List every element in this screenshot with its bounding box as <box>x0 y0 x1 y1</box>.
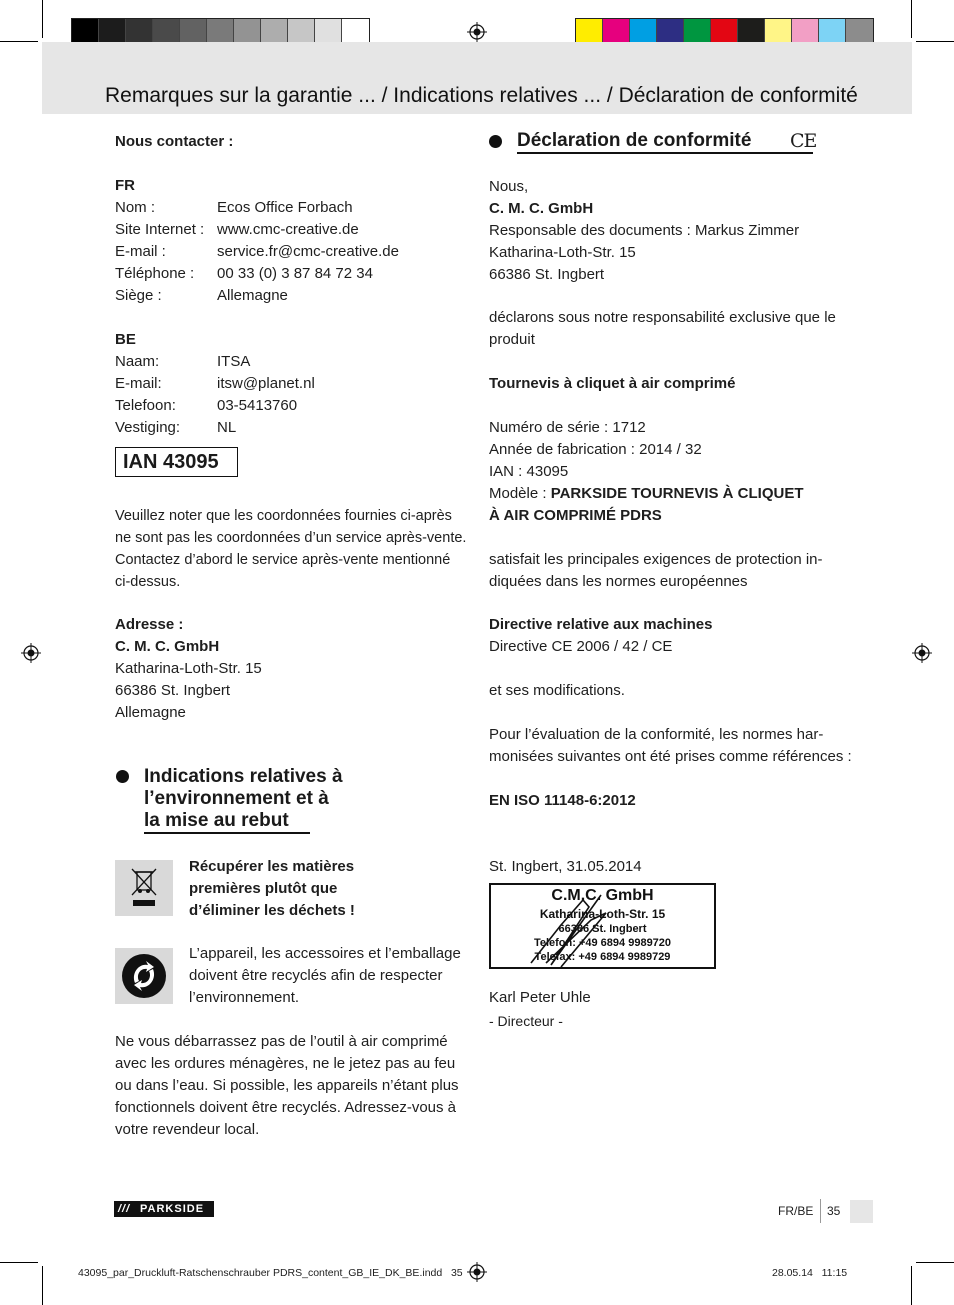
recycle-bold-line: Récupérer les matières <box>189 858 355 875</box>
be-heading: BE <box>115 331 136 348</box>
be-label: Naam: <box>115 353 160 370</box>
logo-stripes-icon: /// <box>118 1203 131 1215</box>
crop-mark <box>0 41 38 42</box>
model-name: PARKSIDE TOURNEVIS À CLIQUET <box>550 485 804 502</box>
directive-heading: Directive relative aux machines <box>489 616 713 633</box>
recycle-line: doivent être recyclés afin de respecter <box>189 967 443 984</box>
recycle-line: l’environnement. <box>189 989 300 1006</box>
note-line: Veuillez noter que les coordonnées fournies ci-après <box>115 508 452 524</box>
be-label: E-mail: <box>115 375 162 392</box>
crop-mark <box>42 0 43 38</box>
serial-number: Numéro de série : 1712 <box>489 419 646 436</box>
declaration-line: et ses modifications. <box>489 682 625 699</box>
env-paragraph-line: fonctionnels doivent être recyclés. Adressez-vous à <box>115 1099 457 1116</box>
conformity-heading: Déclaration de conformité <box>517 130 752 151</box>
registration-mark-icon <box>467 22 487 42</box>
ian-number: IAN : 43095 <box>489 463 569 480</box>
env-heading: la mise au rebut <box>144 810 289 831</box>
address-heading: Adresse : <box>115 616 184 633</box>
declaration-line: Responsable des documents : Markus Zimmer <box>489 222 800 239</box>
env-paragraph-line: Ne vous débarrassez pas de l’outil à air comprimé <box>115 1033 448 1050</box>
recycle-bold-line: premières plutôt que <box>189 880 338 897</box>
footer-divider <box>820 1199 821 1223</box>
parkside-logo <box>114 1201 214 1217</box>
env-heading: l’environnement et à <box>144 788 329 809</box>
stamp-line: Katharina-Loth-Str. 15 <box>539 907 666 921</box>
fr-website-link[interactable]: www.cmc-creative.de <box>217 221 359 238</box>
crossed-bin-icon <box>115 860 173 916</box>
signature-icon <box>491 885 716 969</box>
crop-mark <box>916 1262 954 1263</box>
crop-mark <box>42 1266 43 1305</box>
model-name: À AIR COMPRIMÉ PDRS <box>489 507 662 524</box>
ian-box: IAN 43095 <box>115 447 238 477</box>
model-line <box>489 483 804 505</box>
env-heading: Indications relatives à <box>144 766 343 787</box>
page-number: 35 <box>827 1204 841 1218</box>
declaration-line: Nous, <box>489 178 529 195</box>
declaration-line: déclarons sous notre responsabilité exclusive que le <box>489 309 836 326</box>
contact-heading: Nous contacter : <box>115 133 234 150</box>
product-name: Tournevis à cliquet à air comprimé <box>489 375 736 392</box>
declaration-line: Pour l’évaluation de la conformité, les normes har- <box>489 726 824 743</box>
crop-mark <box>911 1266 912 1305</box>
stamp-line: C.M.C. GmbH <box>551 887 654 904</box>
env-heading-underline <box>144 832 310 834</box>
place-date: St. Ingbert, 31.05.2014 <box>489 858 642 875</box>
signer-role: - Directeur - <box>489 1013 563 1029</box>
declaration-line: produit <box>489 331 535 348</box>
manufacture-year: Année de fabrication : 2014 / 32 <box>489 441 702 458</box>
signer-name: Karl Peter Uhle <box>489 989 591 1006</box>
declaration-line: Katharina-Loth-Str. 15 <box>489 244 636 261</box>
address-company: C. M. C. GmbH <box>115 638 220 655</box>
registration-mark-icon <box>912 643 932 663</box>
green-dot-icon <box>115 948 173 1004</box>
crop-mark <box>911 0 912 38</box>
be-value: 03-5413760 <box>217 397 298 414</box>
declaration-line: diquées dans les normes européennes <box>489 573 748 590</box>
recycle-bold-line: d’éliminer les déchets ! <box>189 902 355 919</box>
directive-text: Directive CE 2006 / 42 / CE <box>489 638 673 655</box>
crop-mark <box>0 1262 38 1263</box>
env-paragraph-line: votre revendeur local. <box>115 1121 260 1138</box>
declaration-company: C. M. C. GmbH <box>489 200 594 217</box>
fr-label: Téléphone : <box>115 265 195 282</box>
fr-value: Allemagne <box>217 287 288 304</box>
page-tab <box>850 1200 873 1223</box>
print-timestamp: 28.05.14 11:15 <box>772 1267 848 1279</box>
fr-email-link[interactable]: service.fr@cmc-creative.de <box>217 243 399 260</box>
ce-mark-icon: CE <box>790 130 817 152</box>
declaration-line: satisfait les principales exigences de protection in- <box>489 551 823 568</box>
be-label: Telefoon: <box>115 397 176 414</box>
declaration-line: 66386 St. Ingbert <box>489 266 605 283</box>
standard-reference: EN ISO 11148-6:2012 <box>489 792 636 809</box>
be-value: NL <box>217 419 237 436</box>
fr-label: Nom : <box>115 199 156 216</box>
env-paragraph-line: ou dans l’eau. Si possible, les appareils n’étant plus <box>115 1077 459 1094</box>
print-file-info: 43095_par_Druckluft-Ratschenschrauber PDRS_content_GB_IE_DK_BE.indd 35 <box>78 1267 463 1279</box>
be-email-link[interactable]: itsw@planet.nl <box>217 375 315 392</box>
note-line: ci-dessus. <box>115 574 181 590</box>
be-value: ITSA <box>217 353 251 370</box>
registration-mark-icon <box>467 1262 487 1282</box>
address-line: Katharina-Loth-Str. 15 <box>115 660 262 677</box>
fr-label: E-mail : <box>115 243 166 260</box>
fr-label: Siège : <box>115 287 162 304</box>
stamp-line: Telefon: +49 6894 9989720 <box>533 937 672 949</box>
fr-heading: FR <box>115 177 135 194</box>
brand-name: PARKSIDE <box>140 1203 205 1215</box>
crop-mark <box>916 41 954 42</box>
note-line: Contactez d’abord le service après-vente mentionné <box>115 552 451 568</box>
section-bullet-icon <box>489 135 502 148</box>
conformity-heading-underline <box>517 152 813 154</box>
address-line: Allemagne <box>115 704 186 721</box>
declaration-line: monisées suivantes ont été prises comme références : <box>489 748 852 765</box>
stamp-line: Telefax: +49 6894 9989729 <box>534 951 671 963</box>
recycle-line: L’appareil, les accessoires et l’emballage <box>189 945 461 962</box>
env-paragraph-line: avec les ordures ménagères, ne le jetez pas au feu <box>115 1055 456 1072</box>
note-line: ne sont pas les coordonnées d’un service après-vente. <box>115 530 467 546</box>
page-title: Remarques sur la garantie ... / Indications relatives ... / Déclaration de conformité <box>105 84 858 107</box>
stamp-line: 66386 St. Ingbert <box>558 923 647 935</box>
fr-value: 00 33 (0) 3 87 84 72 34 <box>217 265 373 282</box>
fr-value: Ecos Office Forbach <box>217 199 353 216</box>
fr-label: Site Internet : <box>115 221 205 238</box>
be-label: Vestiging: <box>115 419 181 436</box>
company-stamp <box>489 883 716 969</box>
section-bullet-icon <box>116 770 129 783</box>
footer-language: FR/BE <box>778 1204 814 1218</box>
registration-mark-icon <box>21 643 41 663</box>
model-label: Modèle : <box>489 485 551 502</box>
address-line: 66386 St. Ingbert <box>115 682 231 699</box>
